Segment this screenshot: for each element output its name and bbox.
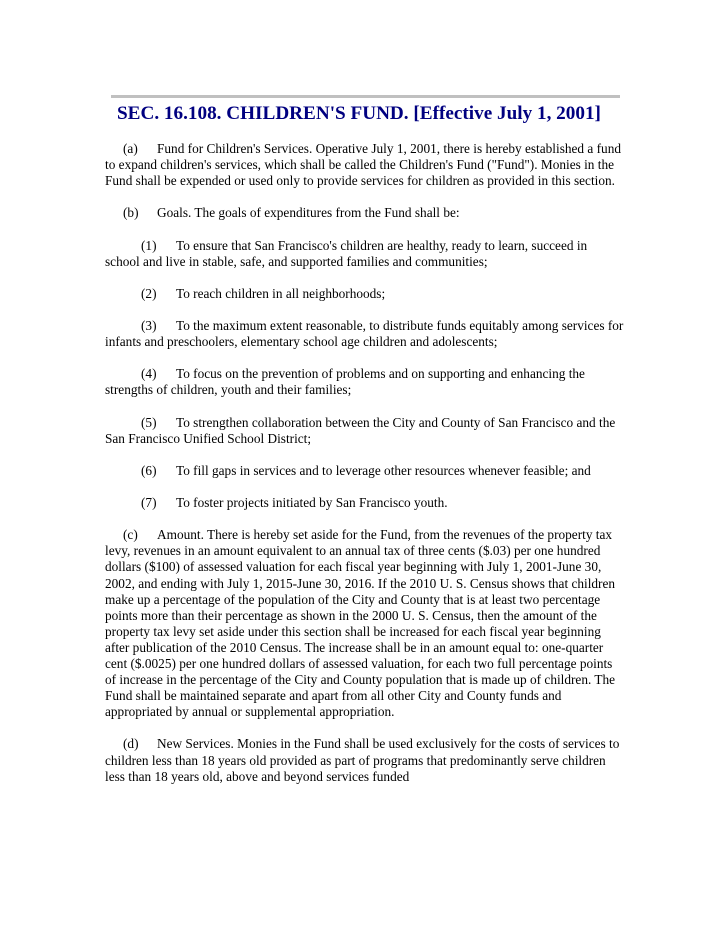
goal-item [105, 415, 625, 447]
goal-text: To reach children in all neighborhoods; [176, 285, 386, 301]
paragraph-d [105, 736, 625, 784]
paragraph-text: Amount. There is hereby set aside for the Fund, from the revenues of the property tax levy, revenues in an amount equivalent to an annual tax of three cents ($.03) per one hundred dollars ($100) of assessed valuation for each fiscal year beginning with July 1, 2001-June 30, 2002, and ending with July 1, 2015-June 30, 2016. If the 2010 U. S. Census shows that children make up a percentage of the population of the City and County that is at least two percentage points more than their percentage as shown in the 2000 U. S. Census, then the amount of the property tax levy set aside under this section shall be increased for each fiscal year beginning after publication of the 2010 Census. The increase shall be in an amount equal to: one-quarter cent ($.0025) per one hundred dollars of assessed valuation, for each two full percentage points of increase in the percentage of the City and County population that is made up of children. The Fund shall be maintained separate and apart from all other City and County funds and appropriated by annual or supplemental appropriation. [105, 527, 616, 720]
paragraph-b [105, 205, 625, 221]
section-body [105, 141, 625, 801]
goal-item [105, 238, 625, 270]
paragraph-marker: (d) [123, 736, 139, 752]
paragraph-text: Fund for Children's Services. Operative July 1, 2001, there is hereby established a fund to expand children's services, which shall be called the Children's Fund ("Fund"). Monies in the Fund shall be expended or used only to provide services for children as provided in this section. [105, 141, 621, 189]
goal-marker: (6) [141, 462, 157, 478]
section-heading: SEC. 16.108. CHILDREN'S FUND. [Effective July 1, 2001] [117, 103, 601, 124]
goal-marker: (4) [141, 366, 157, 382]
paragraph-text: New Services. Monies in the Fund shall be used exclusively for the costs of services to children less than 18 years old provided as part of programs that predominantly serve children less than 18 years old, above and beyond services funded [105, 736, 620, 784]
goal-item [105, 286, 625, 302]
paragraph-marker: (c) [123, 527, 138, 543]
goal-text: To foster projects initiated by San Francisco youth. [176, 495, 448, 511]
paragraph-a [105, 141, 625, 189]
goal-marker: (5) [141, 414, 157, 430]
goal-text: To ensure that San Francisco's children are healthy, ready to learn, succeed in school and live in stable, safe, and supported families and communities; [105, 237, 588, 269]
goal-marker: (1) [141, 237, 157, 253]
goal-text: To focus on the prevention of problems and on supporting and enhancing the strengths of children, youth and their families; [105, 366, 585, 398]
paragraph-c [105, 527, 625, 720]
goal-marker: (3) [141, 318, 157, 334]
goal-text: To the maximum extent reasonable, to distribute funds equitably among services for infants and preschoolers, elementary school age children and adolescents; [105, 318, 624, 350]
goal-item [105, 366, 625, 398]
goal-text: To fill gaps in services and to leverage other resources whenever feasible; and [176, 462, 591, 478]
paragraph-marker: (a) [123, 141, 138, 156]
header-rule [111, 95, 620, 98]
goal-marker: (2) [141, 285, 157, 301]
paragraph-text: Goals. The goals of expenditures from the Fund shall be: [157, 205, 460, 221]
paragraph-marker: (b) [123, 205, 139, 221]
goal-marker: (7) [141, 495, 157, 511]
goal-item [105, 318, 625, 350]
goal-text: To strengthen collaboration between the City and County of San Francisco and the San Francisco Unified School District; [105, 414, 616, 446]
goal-item [105, 495, 625, 511]
goal-item [105, 463, 625, 479]
